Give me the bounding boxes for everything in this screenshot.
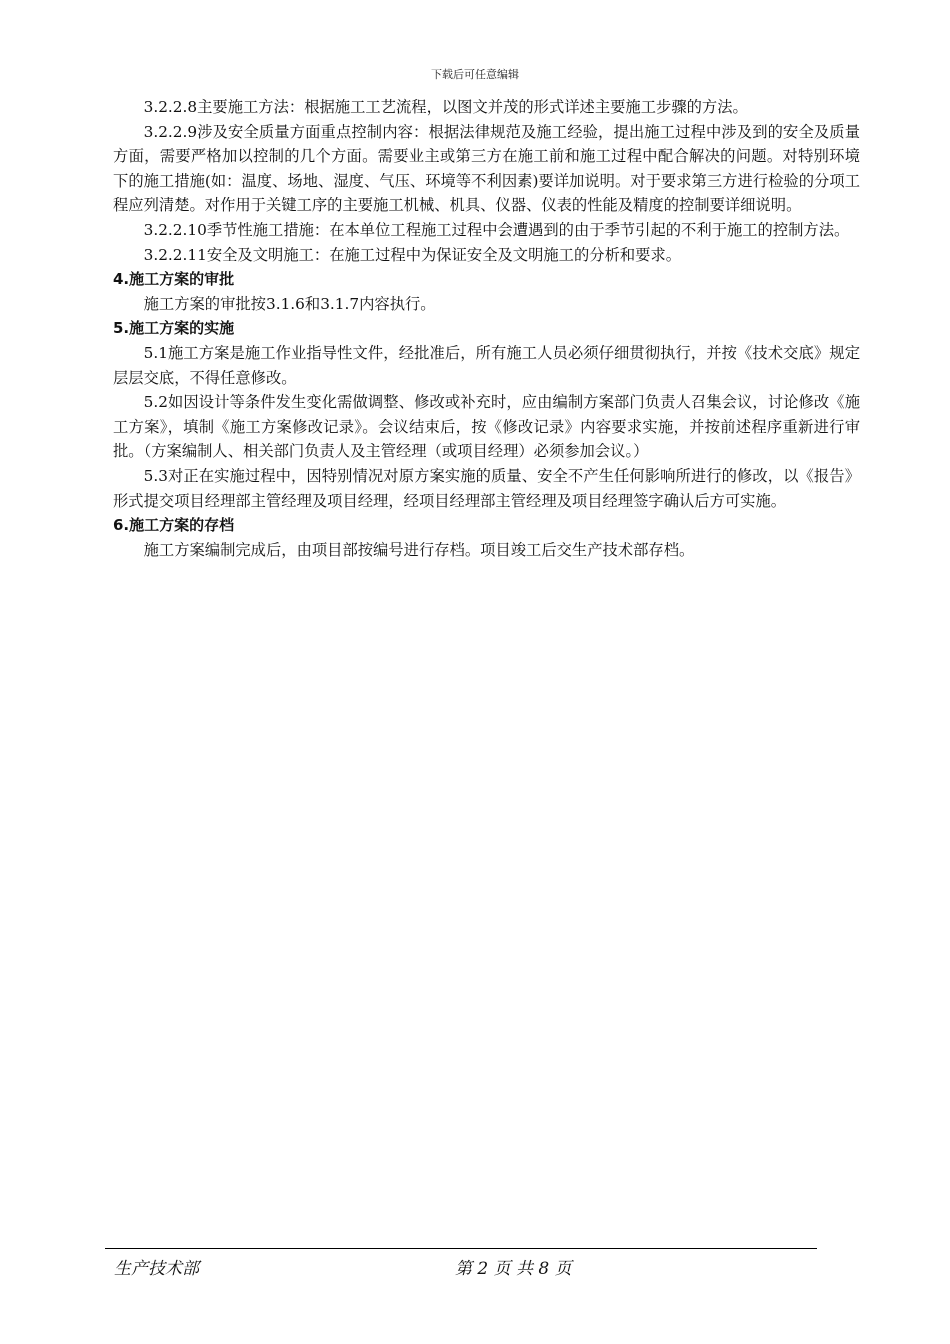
paragraph-3-2-2-9: 3.2.2.9涉及安全质量方面重点控制内容：根据法律规范及施工经验，提出施工过程中涉及到的安全及质量方面，需要严格加以控制的几个方面。需要业主或第三方在施工前和施工过程中配合解决的问题。对特别环境下的施工措施(如：温度、场地、湿度、气压、环境等不利因素)要详加说明。对于要求第三方进行检验的分项工程应列清楚。对作用于关键工序的主要施工机械、机具、仪器、仪表的性能及精度的控制要详细说明。 xyxy=(113,122,860,215)
paragraph-5-1: 5.1施工方案是施工作业指导性文件，经批准后，所有施工人员必须仔细贯彻执行，并按《技术交底》规定层层交底，不得任意修改。 xyxy=(113,343,860,387)
footer-department: 生产技术部 xyxy=(114,1259,199,1279)
section-heading-4: 4.施工方案的审批 xyxy=(113,270,235,289)
paragraph-3-2-2-8: 3.2.2.8主要施工方法：根据施工工艺流程，以图文并茂的形式详述主要施工步骤的方法。 xyxy=(143,98,748,116)
paragraph-3-2-2-10: 3.2.2.10季节性施工措施：在本单位工程施工过程中会遭遇到的由于季节引起的不利于施工的控制方法。 xyxy=(143,220,850,239)
section-heading-6: 6.施工方案的存档 xyxy=(113,516,235,535)
footer-page-number: 第 2 页 共 8 页 xyxy=(455,1259,572,1279)
paragraph-5-2: 5.2如因设计等条件发生变化需做调整、修改或补充时，应由编制方案部门负责人召集会议，讨论修改《施工方案》，填制《施工方案修改记录》。会议结束后，按《修改记录》内容要求实施，并按前述程序重新进行审批。（方案编制人、相关部门负责人及主管经理（或项目经理）必须参加会议。） xyxy=(113,393,860,461)
document-body xyxy=(113,95,860,562)
footer-divider xyxy=(105,1248,817,1249)
page-header: 下载后可任意编辑 xyxy=(431,68,519,81)
paragraph-5-3: 5.3对正在实施过程中，因特别情况对原方案实施的质量、安全不产生任何影响所进行的修改，以《报告》形式提交项目经理部主管经理及项目经理，经项目经理部主管经理及项目经理签字确认后方可实施。 xyxy=(113,466,860,510)
paragraph-3-2-2-11: 3.2.2.11安全及文明施工：在施工过程中为保证安全及文明施工的分析和要求。 xyxy=(143,245,682,264)
paragraph-6: 施工方案编制完成后，由项目部按编号进行存档。项目竣工后交生产技术部存档。 xyxy=(143,540,695,559)
paragraph-4: 施工方案的审批按3.1.6和3.1.7内容执行。 xyxy=(143,294,436,313)
section-heading-5: 5.施工方案的实施 xyxy=(113,319,235,338)
